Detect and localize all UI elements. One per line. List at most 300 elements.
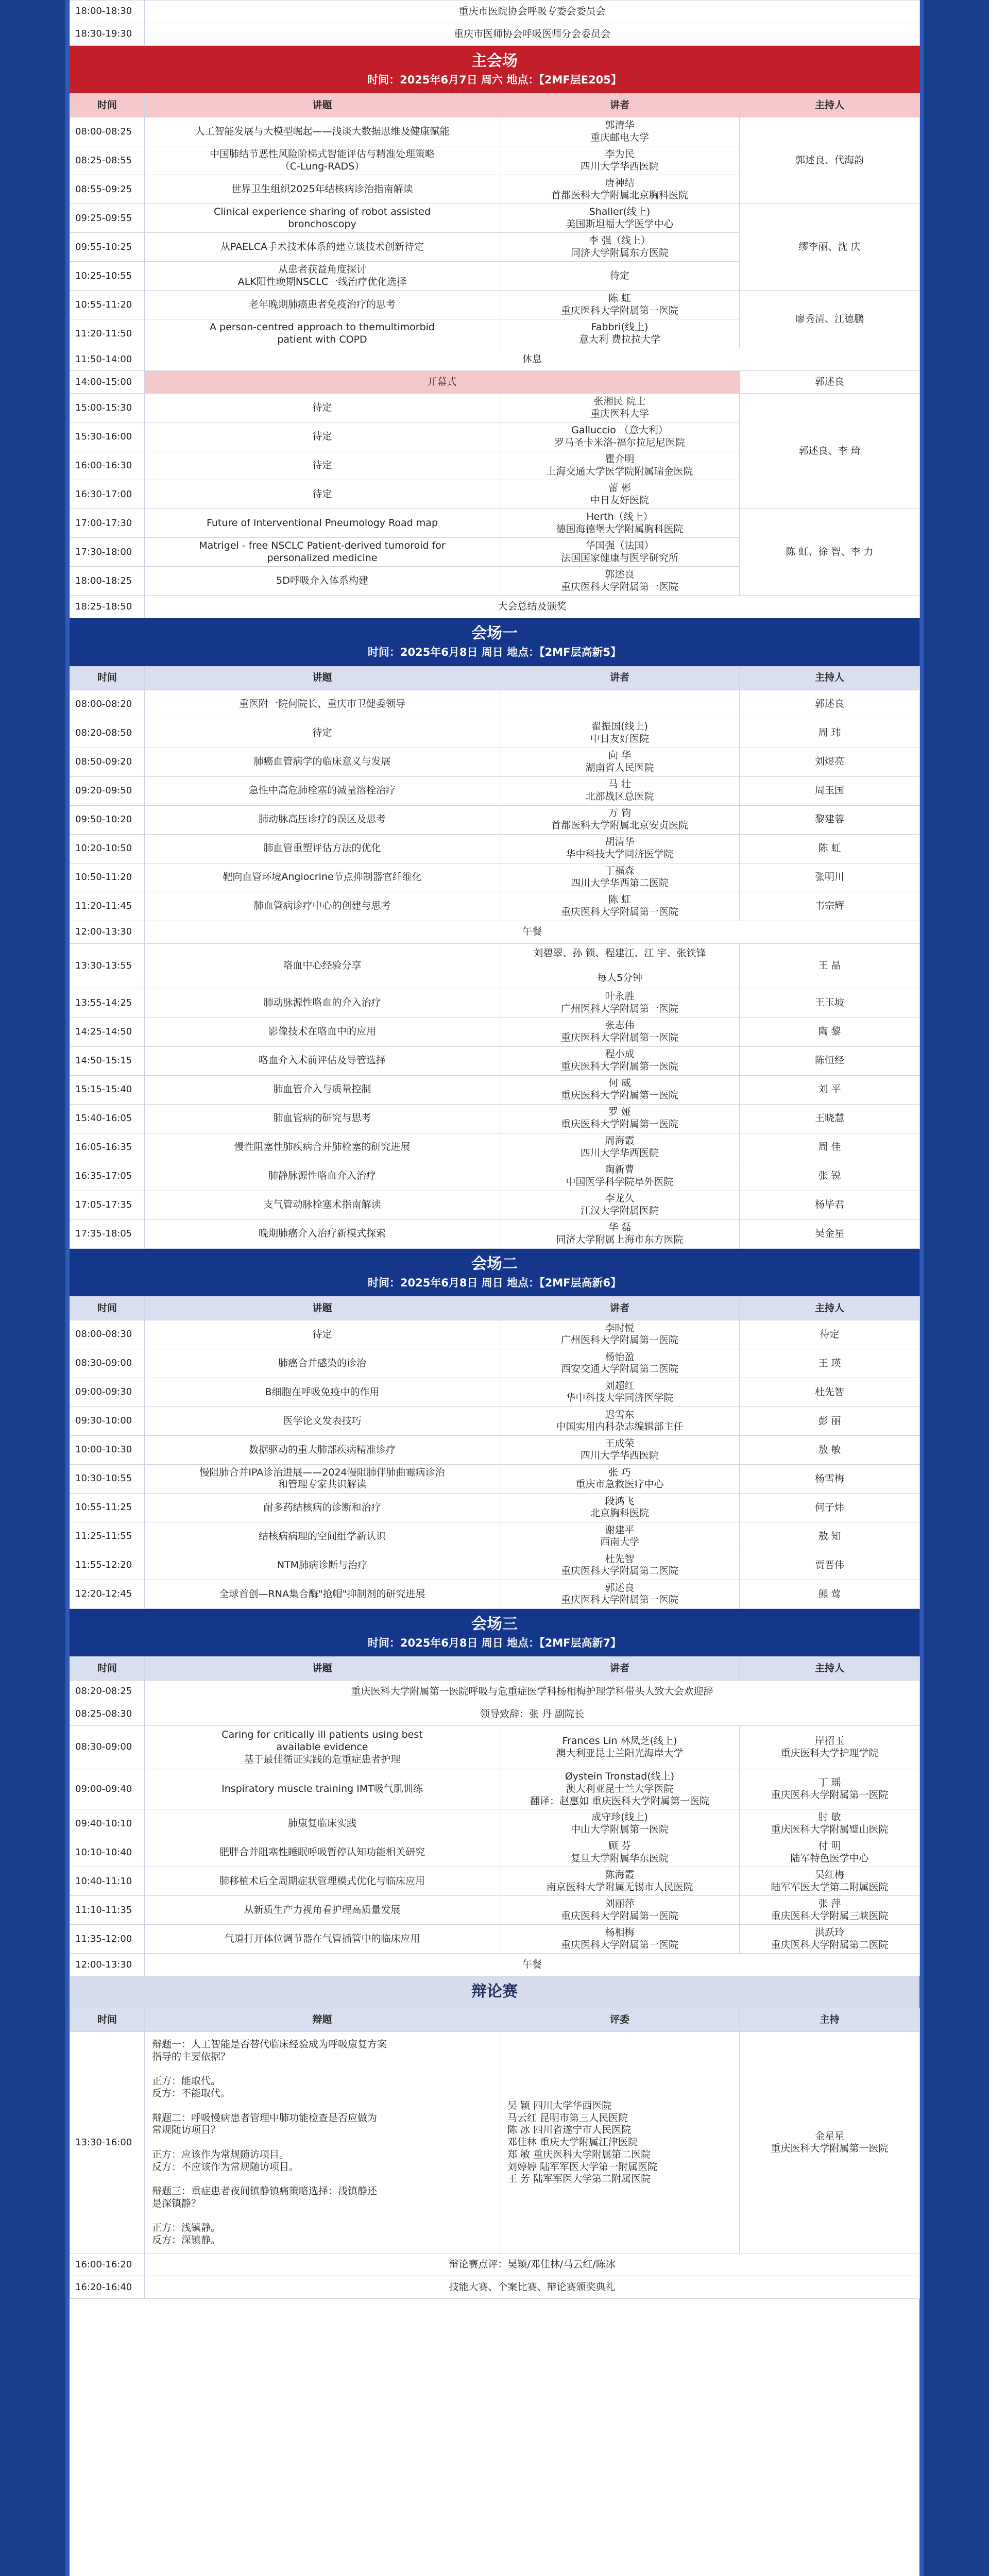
host-cell: 岸招玉 重庆医科大学护理学院: [740, 1726, 920, 1769]
speaker-cell: 刘丽萍 重庆医科大学附属第一医院: [500, 1896, 740, 1925]
speaker-cell: 成守珍(线上) 中山大学附属第一医院: [500, 1809, 740, 1838]
speaker-cell: Shaller(线上) 美国斯坦福大学医学中心: [500, 204, 740, 233]
time-cell: 13:30-13:55: [70, 943, 145, 989]
time-cell: 12:20-12:45: [70, 1580, 145, 1608]
speaker-cell: Øystein Tronstad(线上) 澳大利亚昆士兰大学医院 翻译：赵惠如 重庆医科大学附属第一医院: [500, 1769, 740, 1809]
table-row: [70, 596, 920, 618]
topic-cell: Inspiratory muscle training IMT吸气肌训练: [145, 1769, 500, 1809]
speaker-cell: 李为民 四川大学华西医院: [500, 146, 740, 175]
speaker-cell: 段鸿飞 北京胸科医院: [500, 1493, 740, 1522]
speech-cell: 领导致辞：张 丹 副院长: [145, 1703, 920, 1726]
col-time: 时间: [70, 666, 145, 690]
speaker-cell: 谢建平 西南大学: [500, 1522, 740, 1551]
award-cell: 技能大赛、个案比赛、辩论赛颁奖典礼: [145, 2276, 920, 2299]
venue-three-table: [70, 1656, 920, 1976]
table-row: [70, 204, 920, 233]
time-cell: 08:00-08:20: [70, 690, 145, 719]
time-cell: 11:25-11:55: [70, 1522, 145, 1551]
speaker-cell: 杜先智 重庆医科大学附属第二医院: [500, 1551, 740, 1580]
table-row: [70, 1320, 920, 1349]
break-cell: 午餐: [145, 1954, 920, 1976]
speaker-cell: 蕾 彬 中日友好医院: [500, 480, 740, 509]
speaker-cell: 华国强（法国） 法国国家健康与医学研究所: [500, 538, 740, 567]
time-cell: 18:30-19:30: [70, 23, 145, 46]
host-cell: 熊 莺: [740, 1580, 920, 1608]
time-cell: 09:00-09:40: [70, 1769, 145, 1809]
topic-cell: 待定: [145, 451, 500, 480]
col-speaker: 讲者: [500, 94, 740, 117]
time-cell: 08:30-09:00: [70, 1349, 145, 1378]
venue-two-table: [70, 1296, 920, 1609]
topic-cell: 数据驱动的重大肺部疾病精准诊疗: [145, 1435, 500, 1464]
topic-cell: 从新质生产力视角看护理高质量发展: [145, 1896, 500, 1925]
main-venue: [70, 46, 919, 618]
topic-cell: 咯血介入术前评估及导管选择: [145, 1046, 500, 1075]
speaker-cell: 李时悦 广州医科大学附属第一医院: [500, 1320, 740, 1349]
time-cell: 15:15-15:40: [70, 1075, 145, 1104]
host-cell: 缪李丽、沈 庆: [740, 204, 920, 291]
speaker-cell: Frances Lin 林凤芝(线上) 澳大利亚昆士兰阳光海岸大学: [500, 1726, 740, 1769]
table-row: [70, 1809, 920, 1838]
table-row: [70, 1046, 920, 1075]
time-cell: 13:30-16:00: [70, 2032, 145, 2253]
speaker-cell: 张 巧 重庆市急救医疗中心: [500, 1464, 740, 1493]
venue-one-subtitle: 时间：2025年6月8日 周日 地点：【2MF层高新5】: [367, 646, 622, 659]
col-topic: 讲题: [145, 1296, 500, 1320]
topic-cell: Caring for critically ill patients using best available evidence 基于最佳循证实践的危重症患者护理: [145, 1726, 500, 1769]
host-cell: 吴红梅 陆军军医大学第二附属医院: [740, 1867, 920, 1896]
table-row: [70, 2253, 920, 2276]
topic-cell: 老年晚期肺癌患者免疫治疗的思考: [145, 291, 500, 319]
topic-cell: 待定: [145, 719, 500, 748]
topic-cell: 肺移植术后全周期症状管理模式优化与临床应用: [145, 1867, 500, 1896]
topic-cell: 肺癌血管病学的临床意义与发展: [145, 748, 500, 776]
main-venue-table: [70, 93, 920, 618]
table-row: [70, 1349, 920, 1378]
time-cell: 16:35-17:05: [70, 1162, 145, 1191]
speaker-cell: 翟振国(线上) 中日友好医院: [500, 719, 740, 748]
col-topic: 讲题: [145, 1657, 500, 1681]
speaker-cell: 王成荣 四川大学华西医院: [500, 1435, 740, 1464]
venue-three-subtitle: 时间：2025年6月8日 周日 地点：【2MF层高新7】: [367, 1636, 622, 1649]
venue-one-table: [70, 666, 920, 1249]
time-cell: 08:20-08:50: [70, 719, 145, 748]
time-cell: 11:10-11:35: [70, 1896, 145, 1925]
host-cell: 王 晶: [740, 943, 920, 989]
topic-cell: Matrigel - free NSCLC Patient-derived tumoroid for personalized medicine: [145, 538, 500, 567]
speaker-cell: 罗 娅 重庆医科大学附属第一医院: [500, 1104, 740, 1133]
venue-three-header: [70, 1609, 919, 1656]
host-cell: 陶 黎: [740, 1018, 920, 1046]
topic-cell: 肺静脉源性咯血介入治疗: [145, 1162, 500, 1191]
topic-cell: 中国肺结节恶性风险阶梯式智能评估与精准处理策略 （C-Lung-RADS）: [145, 146, 500, 175]
time-cell: 12:00-13:30: [70, 921, 145, 943]
table-row: [70, 1726, 920, 1769]
host-cell: 张明川: [740, 863, 920, 892]
time-cell: 10:25-10:55: [70, 262, 145, 291]
topic-cell: 靶向血管环境Angiocrine节点抑制器官纤维化: [145, 863, 500, 892]
welcome-cell: 重庆医科大学附属第一医院呼吸与危重症医学科杨相梅护理学科带头人致大会欢迎辞: [145, 1681, 920, 1703]
table-row: [70, 1133, 920, 1162]
topic-cell: 从患者获益角度探讨 ALK阳性晚期NSCLC一线治疗优化选择: [145, 262, 500, 291]
host-cell: 杜先智: [740, 1378, 920, 1406]
time-cell: 11:20-11:50: [70, 319, 145, 348]
main-venue-subtitle: 时间：2025年6月7日 周六 地点：【2MF层E205】: [367, 74, 622, 86]
col-time: 时间: [70, 1657, 145, 1681]
table-row: [70, 834, 920, 863]
topic-cell: 肺动脉高压诊疗的误区及思考: [145, 805, 500, 834]
speaker-cell: 向 华 湖南省人民医院: [500, 748, 740, 776]
speaker-cell: 陈海霞 南京医科大学附属无锡市人民医院: [500, 1867, 740, 1896]
speaker-cell: Fabbri(线上) 意大利 费拉拉大学: [500, 319, 740, 348]
host-cell: 陈恒经: [740, 1046, 920, 1075]
host-cell: 郭述良、代海韵: [740, 117, 920, 204]
table-row: [70, 117, 920, 146]
table-row: [70, 1551, 920, 1580]
topic-cell: 肺血管介入与质量控制: [145, 1075, 500, 1104]
speaker-cell: 华 磊 同济大学附属上海市东方医院: [500, 1219, 740, 1248]
speaker-cell: 瞿介明 上海交通大学医学院附属瑞金医院: [500, 451, 740, 480]
time-cell: 14:25-14:50: [70, 1018, 145, 1046]
time-cell: 16:30-17:00: [70, 480, 145, 509]
table-row: [70, 1896, 920, 1925]
table-row: [70, 805, 920, 834]
host-cell: 陈 虹、徐 智、李 力: [740, 509, 920, 596]
right-border-band: [919, 0, 989, 2576]
time-cell: 16:00-16:20: [70, 2253, 145, 2276]
speaker-cell: 程小成 重庆医科大学附属第一医院: [500, 1046, 740, 1075]
speaker-cell: 丁福森 四川大学华西第二医院: [500, 863, 740, 892]
topic-cell: 人工智能发展与大模型崛起——浅谈大数据思维及健康赋能: [145, 117, 500, 146]
host-cell: 王玉坡: [740, 989, 920, 1018]
table-row: [70, 2032, 920, 2253]
col-speaker: 讲者: [500, 1296, 740, 1320]
table-row: [70, 1925, 920, 1954]
host-cell: 刘煜亮: [740, 748, 920, 776]
speaker-cell: 刘超红 华中科技大学同济医学院: [500, 1378, 740, 1406]
table-row: [70, 1493, 920, 1522]
venue-one-header: [70, 618, 919, 666]
col-topic: 辩题: [145, 2008, 500, 2032]
host-cell: 王 瑛: [740, 1349, 920, 1378]
topic-cell: 耐多药结核病的诊断和治疗: [145, 1493, 500, 1522]
topic-cell: 结核病病理的空间组学新认识: [145, 1522, 500, 1551]
topic-cell: A person-centred approach to themultimorbid patient with COPD: [145, 319, 500, 348]
venue-two-header: [70, 1249, 919, 1296]
speaker-cell: 杨怡盈 西安交通大学附属第二医院: [500, 1349, 740, 1378]
col-topic: 讲题: [145, 94, 500, 117]
left-border-band: [0, 0, 70, 2576]
table-row: [70, 1191, 920, 1219]
table-row: [70, 748, 920, 776]
topic-cell: 影像技术在咯血中的应用: [145, 1018, 500, 1046]
topic-cell: 慢阻肺合并IPA诊治进展——2024慢阻肺伴肺曲霉病诊治 和管理专家共识解读: [145, 1464, 500, 1493]
table-row: [70, 921, 920, 943]
host-cell: 待定: [740, 1320, 920, 1349]
speaker-cell: 张湘民 院士 重庆医科大学: [500, 394, 740, 422]
speaker-cell: Herth（线上） 德国海德堡大学附属胸科医院: [500, 509, 740, 538]
time-cell: 10:50-11:20: [70, 863, 145, 892]
host-cell: 洪跃玲 重庆医科大学附属第二医院: [740, 1925, 920, 1954]
host-cell: 贾晋伟: [740, 1551, 920, 1580]
speaker-cell: [500, 690, 740, 719]
speaker-cell: 刘碧翠、孙 锁、程建江、江 宇、张铁锋 每人5分钟: [500, 943, 740, 989]
time-cell: 11:20-11:45: [70, 892, 145, 921]
table-row: [70, 1162, 920, 1191]
topic-cell: 肺血管病诊疗中心的创建与思考: [145, 892, 500, 921]
table-row: [70, 690, 920, 719]
topic-cell: 肥胖合并阻塞性睡眠呼吸暂停认知功能相关研究: [145, 1838, 500, 1867]
host-cell: 敖 敏: [740, 1435, 920, 1464]
table-row: [70, 1104, 920, 1133]
time-cell: 08:25-08:30: [70, 1703, 145, 1726]
topic-cell: Clinical experience sharing of robot assisted bronchoscopy: [145, 204, 500, 233]
time-cell: 10:20-10:50: [70, 834, 145, 863]
table-row: [70, 1681, 920, 1703]
venue-one-title: 会场一: [471, 624, 518, 643]
time-cell: 13:55-14:25: [70, 989, 145, 1018]
table-row: [70, 1, 920, 23]
table-row: [70, 776, 920, 805]
time-cell: 09:50-10:20: [70, 805, 145, 834]
time-cell: 16:05-16:35: [70, 1133, 145, 1162]
topic-cell: 从PAELCA手术技术体系的建立谈技术创新待定: [145, 233, 500, 262]
table-row: [70, 1435, 920, 1464]
table-row: [70, 291, 920, 319]
host-cell: 金星星 重庆医科大学附属第一医院: [740, 2032, 920, 2253]
time-cell: 08:00-08:30: [70, 1320, 145, 1349]
table-row: [70, 1464, 920, 1493]
col-speaker: 讲者: [500, 1657, 740, 1681]
topic-cell: 肺动脉源性咯血的介入治疗: [145, 989, 500, 1018]
speaker-cell: 马 壮 北部战区总医院: [500, 776, 740, 805]
topic-cell: 医学论文发表技巧: [145, 1406, 500, 1435]
time-cell: 18:00-18:25: [70, 567, 145, 596]
speaker-cell: 杨相梅 重庆医科大学附属第一医院: [500, 1925, 740, 1954]
table-row: [70, 892, 920, 921]
column-header-row: [70, 666, 920, 690]
col-host: 主持人: [740, 666, 920, 690]
host-cell: 王晓慧: [740, 1104, 920, 1133]
host-cell: 张 锐: [740, 1162, 920, 1191]
venue-three-title: 会场三: [471, 1615, 518, 1633]
break-cell: 休息: [145, 348, 920, 371]
table-row: [70, 1378, 920, 1406]
time-cell: 08:00-08:25: [70, 117, 145, 146]
speaker-cell: 顾 芬 复旦大学附属华东医院: [500, 1838, 740, 1867]
time-cell: 08:25-08:55: [70, 146, 145, 175]
time-cell: 15:30-16:00: [70, 422, 145, 451]
topic-cell: 待定: [145, 394, 500, 422]
schedule-content: [70, 0, 919, 2299]
speaker-cell: 陶新曹 中国医学科学院阜外医院: [500, 1162, 740, 1191]
pre-table: [70, 0, 920, 46]
content-cell: 重庆市医院协会呼吸专委会委员会: [145, 1, 920, 23]
speaker-cell: 郭述良 重庆医科大学附属第一医院: [500, 1580, 740, 1608]
time-cell: 10:40-11:10: [70, 1867, 145, 1896]
col-topic: 讲题: [145, 666, 500, 690]
host-cell: 丁 瑶 重庆医科大学附属第一医院: [740, 1769, 920, 1809]
speaker-cell: Galluccio （意大利） 罗马圣卡米洛-福尔拉尼尼医院: [500, 422, 740, 451]
column-header-row: [70, 2008, 920, 2032]
time-cell: 10:10-10:40: [70, 1838, 145, 1867]
speaker-cell: 郭述良 重庆医科大学附属第一医院: [500, 567, 740, 596]
topic-cell: 肺癌合并感染的诊治: [145, 1349, 500, 1378]
col-host: 主持人: [740, 94, 920, 117]
host-cell: 黎建蓉: [740, 805, 920, 834]
table-row: [70, 1522, 920, 1551]
col-time: 时间: [70, 1296, 145, 1320]
topic-cell: 待定: [145, 1320, 500, 1349]
venue-two-title: 会场二: [471, 1255, 518, 1273]
time-cell: 08:20-08:25: [70, 1681, 145, 1703]
topic-cell: 待定: [145, 422, 500, 451]
topic-cell: 慢性阻塞性肺疾病合并肺栓塞的研究进展: [145, 1133, 500, 1162]
topic-cell: 肺康复临床实践: [145, 1809, 500, 1838]
opening-ceremony-cell: 开幕式: [145, 371, 740, 394]
time-cell: 10:55-11:25: [70, 1493, 145, 1522]
time-cell: 11:50-14:00: [70, 348, 145, 371]
break-cell: 午餐: [145, 921, 920, 943]
time-cell: 09:20-09:50: [70, 776, 145, 805]
speaker-cell: 郭清华 重庆邮电大学: [500, 117, 740, 146]
column-header-row: [70, 1296, 920, 1320]
table-row: [70, 2276, 920, 2299]
time-cell: 16:20-16:40: [70, 2276, 145, 2299]
topic-cell: 支气管动脉栓塞术指南解读: [145, 1191, 500, 1219]
speaker-cell: 何 威 重庆医科大学附属第一医院: [500, 1075, 740, 1104]
table-row: [70, 371, 920, 394]
speaker-cell: 胡清华 华中科技大学同济医学院: [500, 834, 740, 863]
speaker-cell: 万 钧 首都医科大学附属北京安贞医院: [500, 805, 740, 834]
table-row: [70, 719, 920, 748]
col-speaker: 讲者: [500, 666, 740, 690]
table-row: [70, 1580, 920, 1608]
table-row: [70, 348, 920, 371]
table-row: [70, 1954, 920, 1976]
debate-title: 辩论赛: [471, 1982, 518, 2001]
topic-cell: 咯血中心经验分享: [145, 943, 500, 989]
venue-three: [70, 1609, 919, 1977]
time-cell: 17:35-18:05: [70, 1219, 145, 1248]
debate-table: [70, 2008, 920, 2299]
main-venue-header: [70, 46, 919, 93]
host-cell: 敖 知: [740, 1522, 920, 1551]
time-cell: 18:25-18:50: [70, 596, 145, 618]
time-cell: 17:00-17:30: [70, 509, 145, 538]
host-cell: 陈 虹: [740, 834, 920, 863]
time-cell: 09:30-10:00: [70, 1406, 145, 1435]
time-cell: 10:30-10:55: [70, 1464, 145, 1493]
venue-two: [70, 1249, 919, 1609]
time-cell: 14:00-15:00: [70, 371, 145, 394]
col-time: 时间: [70, 2008, 145, 2032]
table-row: [70, 1703, 920, 1726]
venue-two-subtitle: 时间：2025年6月8日 周日 地点：【2MF层高新6】: [367, 1276, 622, 1289]
topic-cell: 肺血管重塑评估方法的优化: [145, 834, 500, 863]
time-cell: 15:00-15:30: [70, 394, 145, 422]
topic-cell: B细胞在呼吸免疫中的作用: [145, 1378, 500, 1406]
col-host: 主持人: [740, 1657, 920, 1681]
judges-cell: 吴 颖 四川大学华西医院 马云红 昆明市第三人民医院 陈 冰 四川省遂宁市人民医院 邓佳林 重庆大学附属江津医院 郑 敏 重庆医科大学附属第二医院 刘婷婷 陆军军医大学第一附属医院 王 芳 陆军军医大学第二附属医院: [500, 2032, 740, 2253]
time-cell: 12:00-13:30: [70, 1954, 145, 1976]
time-cell: 09:40-10:10: [70, 1809, 145, 1838]
host-cell: 杨雪梅: [740, 1464, 920, 1493]
time-cell: 15:40-16:05: [70, 1104, 145, 1133]
time-cell: 10:55-11:20: [70, 291, 145, 319]
host-cell: 彭 丽: [740, 1406, 920, 1435]
host-cell: 付 明 陆军特色医学中心: [740, 1838, 920, 1867]
time-cell: 10:00-10:30: [70, 1435, 145, 1464]
topic-cell: 晚期肺癌介入治疗新模式探索: [145, 1219, 500, 1248]
table-row: [70, 394, 920, 422]
time-cell: 11:55-12:20: [70, 1551, 145, 1580]
speaker-cell: 陈 虹 重庆医科大学附属第一医院: [500, 892, 740, 921]
closing-cell: 大会总结及颁奖: [145, 596, 920, 618]
host-cell: 吴金星: [740, 1219, 920, 1248]
time-cell: 08:30-09:00: [70, 1726, 145, 1769]
time-cell: 09:00-09:30: [70, 1378, 145, 1406]
topic-cell: Future of Interventional Pneumology Road map: [145, 509, 500, 538]
topic-cell: 5D呼吸介入体系构建: [145, 567, 500, 596]
debate-section: [70, 1976, 919, 2299]
debate-header: [70, 1976, 919, 2008]
table-row: [70, 1219, 920, 1248]
speaker-cell: 周海霞 四川大学华西医院: [500, 1133, 740, 1162]
host-cell: 何子炜: [740, 1493, 920, 1522]
speaker-cell: 待定: [500, 262, 740, 291]
content-cell: 重庆市医师协会呼吸医师分会委员会: [145, 23, 920, 46]
speaker-cell: 迟雪东 中国实用内科杂志编辑部主任: [500, 1406, 740, 1435]
speaker-cell: 唐神结 首都医科大学附属北京胸科医院: [500, 175, 740, 204]
time-cell: 18:00-18:30: [70, 1, 145, 23]
host-cell: 郭述良、李 琦: [740, 394, 920, 509]
review-cell: 辩论赛点评：吴颖/邓佳林/马云红/陈冰: [145, 2253, 920, 2276]
speaker-cell: 李龙久 江汉大学附属医院: [500, 1191, 740, 1219]
table-row: [70, 1769, 920, 1809]
table-row: [70, 1018, 920, 1046]
table-row: [70, 863, 920, 892]
table-row: [70, 1075, 920, 1104]
col-host: 主持: [740, 2008, 920, 2032]
topic-cell: 待定: [145, 480, 500, 509]
table-row: [70, 1406, 920, 1435]
host-cell: 周玉国: [740, 776, 920, 805]
table-row: [70, 1838, 920, 1867]
col-judges: 评委: [500, 2008, 740, 2032]
time-cell: 08:50-09:20: [70, 748, 145, 776]
topic-cell: 肺血管病的研究与思考: [145, 1104, 500, 1133]
host-cell: 杨毕君: [740, 1191, 920, 1219]
debate-topics-cell: 辩题一：人工智能是否替代临床经验成为呼吸康复方案 指导的主要依据？ 正方：能取代。 反方：不能取代。 辩题二：呼吸慢病患者管理中肺功能检查是否应做为 常规随访项目？ 正方：应该作为常规随访项目。 反方：不应该作为常规随访项目。 辩题三：重症患者夜间镇静镇痛策略选择：浅镇静还 是深镇静？ 正方：浅镇静。 反方：深镇静。: [145, 2032, 500, 2253]
host-cell: 郭述良: [740, 371, 920, 394]
speaker-cell: 叶永胜 广州医科大学附属第一医院: [500, 989, 740, 1018]
host-cell: 刘 平: [740, 1075, 920, 1104]
topic-cell: 急性中高危肺栓塞的减量溶栓治疗: [145, 776, 500, 805]
host-cell: 周 玮: [740, 719, 920, 748]
col-host: 主持人: [740, 1296, 920, 1320]
speaker-cell: 陈 虹 重庆医科大学附属第一医院: [500, 291, 740, 319]
time-cell: 17:05-17:35: [70, 1191, 145, 1219]
topic-cell: 全球首创—RNA集合酶"抢帽"抑制剂的研究进展: [145, 1580, 500, 1608]
host-cell: 肘 敏 重庆医科大学附属璧山医院: [740, 1809, 920, 1838]
table-row: [70, 989, 920, 1018]
column-header-row: [70, 1657, 920, 1681]
time-cell: 11:35-12:00: [70, 1925, 145, 1954]
topic-cell: 气道打开体位调节器在气管插管中的临床应用: [145, 1925, 500, 1954]
time-cell: 14:50-15:15: [70, 1046, 145, 1075]
host-cell: 廖秀清、江德鹏: [740, 291, 920, 348]
